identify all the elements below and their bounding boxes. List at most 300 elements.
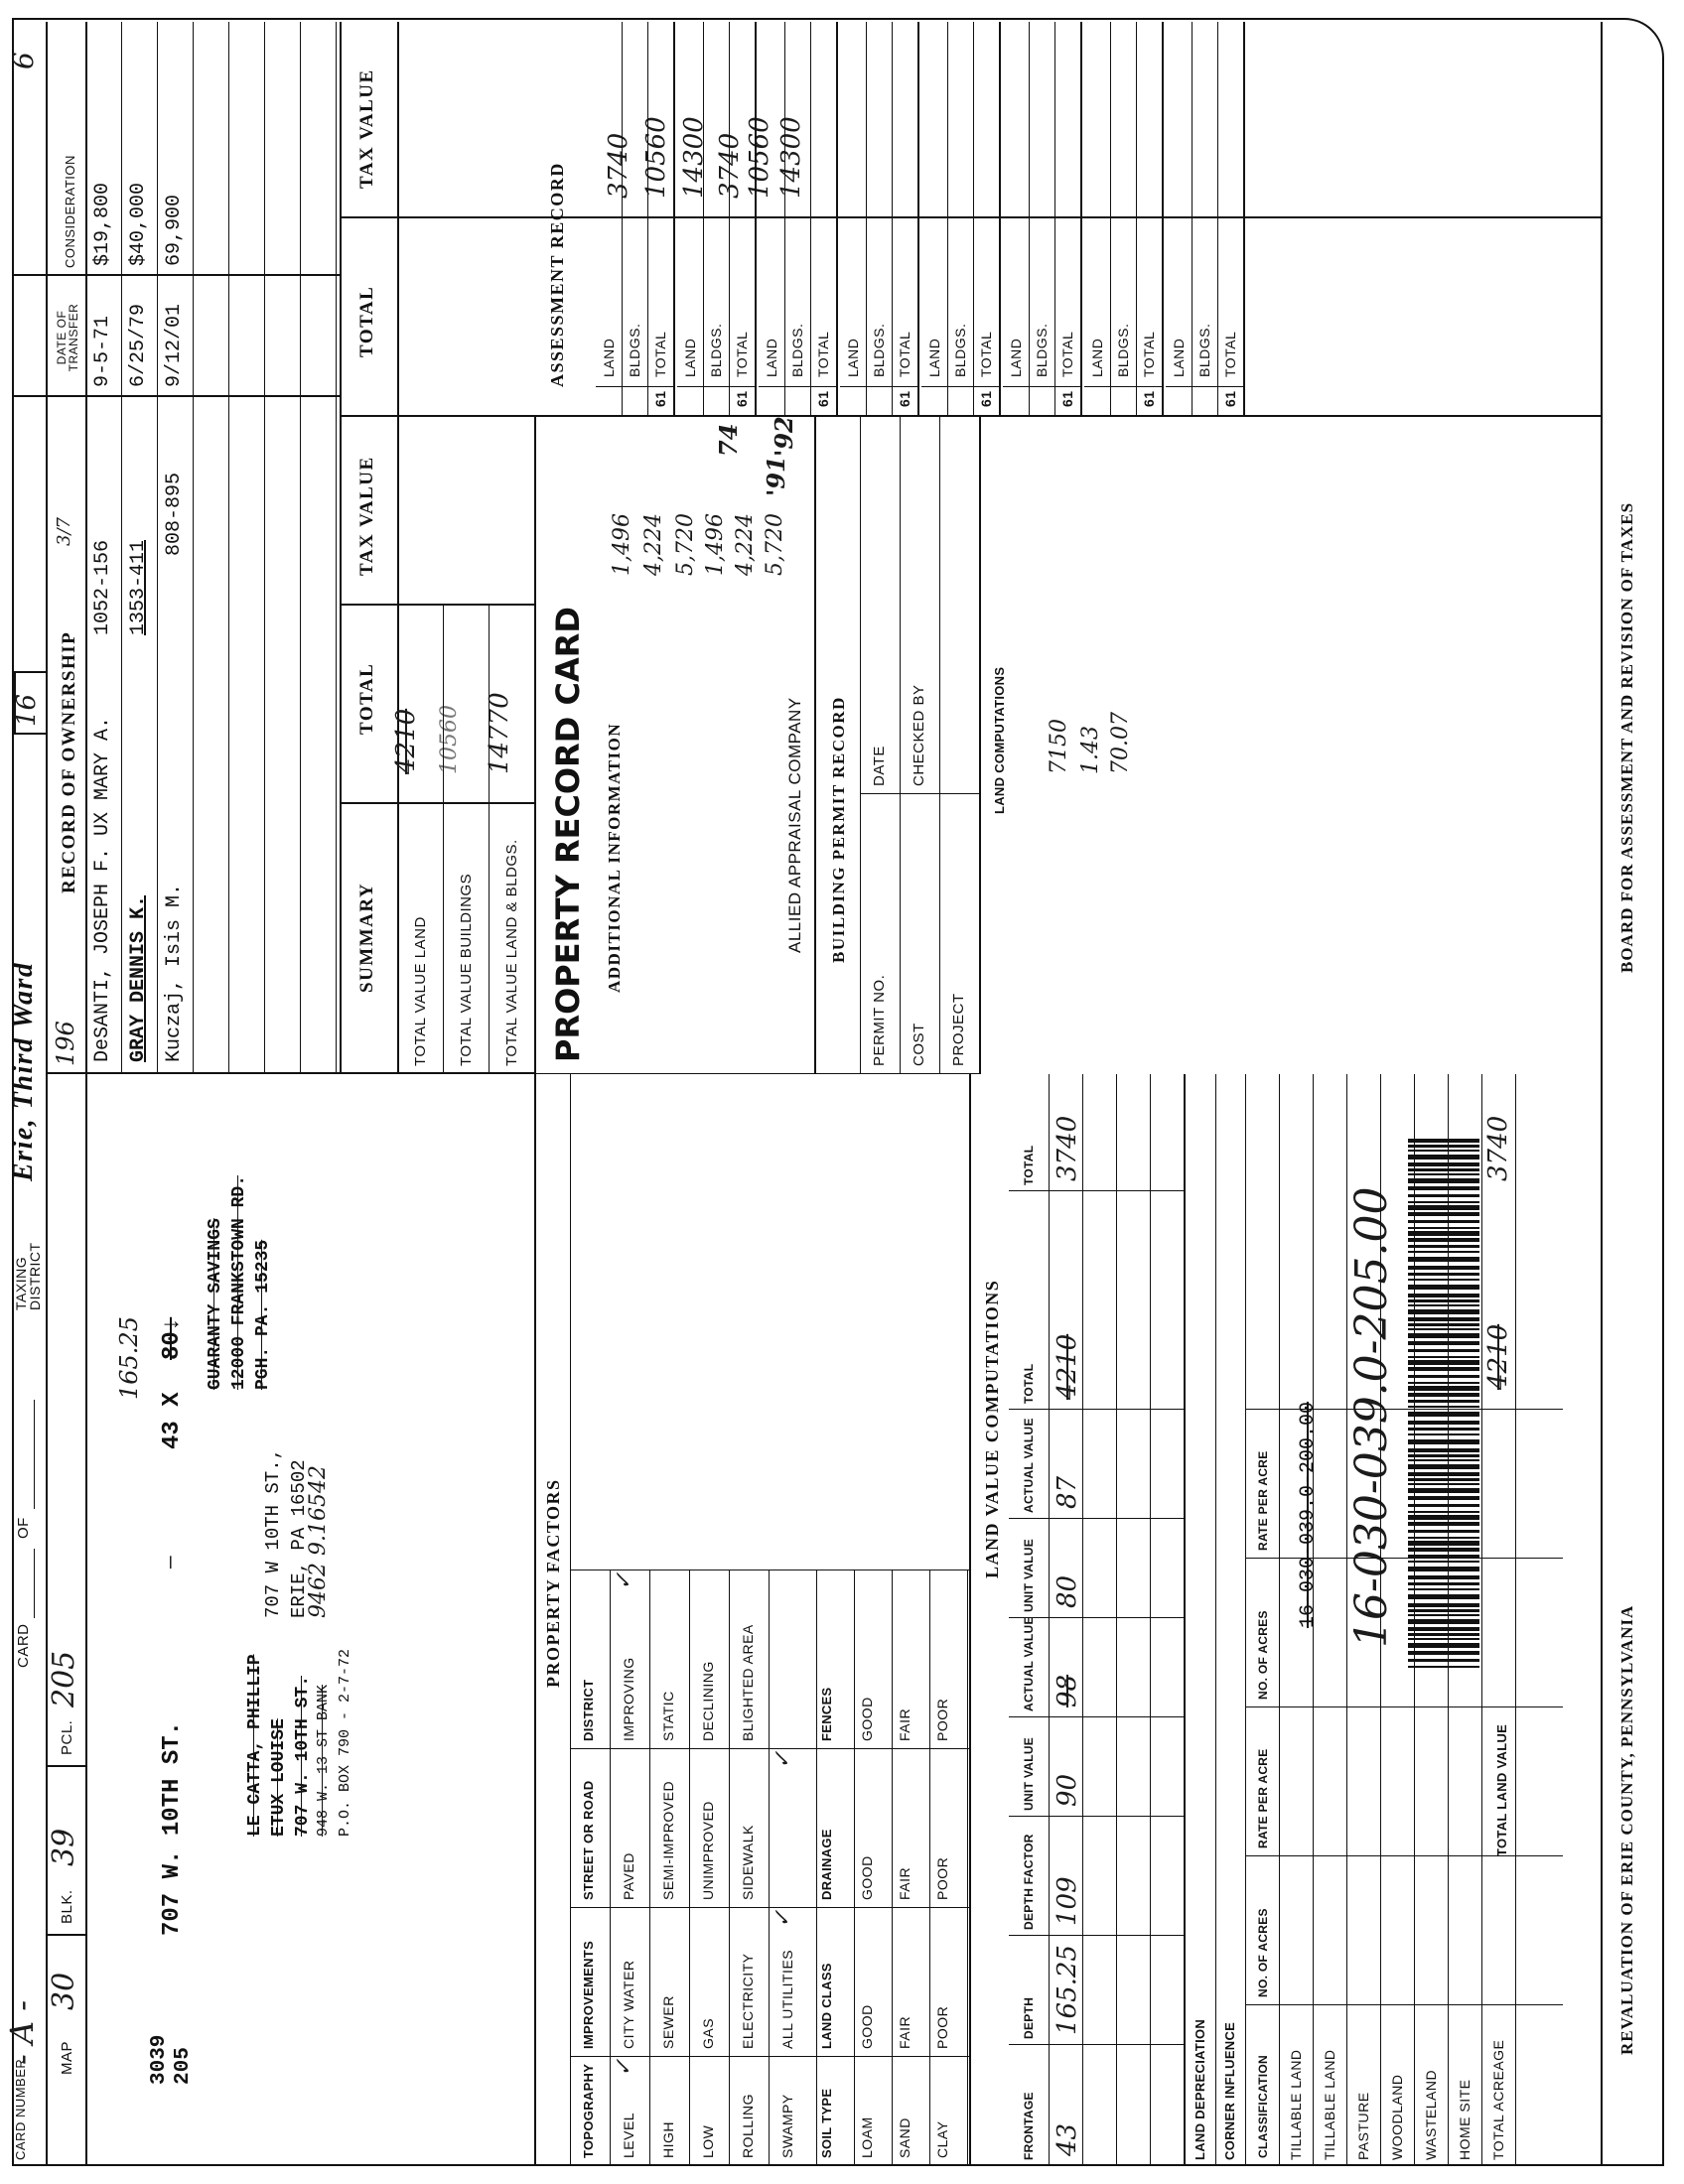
assessment-row-label: BLDGS.: [708, 323, 724, 377]
check-sidewalk: ✓: [771, 1750, 795, 1769]
factors-sub-label: SOIL TYPE: [819, 2088, 834, 2158]
ownership-cons-col: [12, 274, 340, 276]
parcel-barcode: [1408, 1132, 1479, 1668]
assessment-block-line: [1243, 22, 1245, 417]
barcode-bar: [1408, 1638, 1479, 1640]
assessment-row-label: TOTAL: [1059, 331, 1075, 377]
factor-sub-item: CLAY: [934, 2120, 950, 2158]
ownership-row-line: [264, 22, 265, 1074]
deed-book: 1353-411: [127, 539, 150, 635]
factors-col-line: [570, 2056, 969, 2057]
barcode-bar: [1408, 1588, 1479, 1590]
appraisal-company: ALLIED APPRAISAL COMPANY: [785, 697, 804, 953]
landvalue-col-label: DEPTH FACTOR: [1022, 1834, 1036, 1930]
barcode-bar: [1408, 1464, 1479, 1469]
factors-row-line: [929, 1570, 930, 2166]
tax-hand-3: 5,720: [673, 513, 698, 576]
assessment-row-label: BLDGS.: [627, 323, 642, 377]
barcode-bar: [1408, 1341, 1479, 1345]
barcode-bar: [1408, 1178, 1479, 1183]
land-depreciation-line: [1184, 1074, 1186, 2166]
landvalue-cell: 98: [1052, 1674, 1082, 1707]
barcode-bar: [1408, 1483, 1479, 1485]
ownership-year-prefix: 196: [52, 1021, 79, 1066]
assessment-block-line: [917, 22, 919, 417]
assessment-block-line: [836, 22, 838, 417]
acre-row-line: [1313, 1074, 1314, 2166]
barcode-bar: [1408, 1360, 1479, 1365]
assessment-row-label: LAND: [1008, 338, 1024, 377]
owner-name: DeSANTI, JOSEPH F. UX MARY A.: [91, 716, 114, 1062]
barcode-bar: [1408, 1478, 1479, 1481]
factors-row-line: [689, 1570, 690, 2166]
assessment-row-line: [892, 22, 893, 417]
barcode-bar: [1408, 1386, 1479, 1391]
permit-line1: [860, 417, 861, 1074]
permit-no-label: PERMIT NO.: [871, 974, 888, 1066]
assessment-row-line: [1029, 22, 1030, 417]
lot-dimension-struck: 80↓: [159, 1316, 186, 1360]
barcode-bar: [1408, 1619, 1479, 1624]
assess-hand-3: 14300: [679, 116, 709, 199]
barcode-bar: [1408, 1356, 1479, 1358]
landvalue-row-line: [1116, 1074, 1117, 2166]
barcode-bar: [1408, 1367, 1479, 1371]
total-land-hand-1: 4210: [1483, 1323, 1513, 1390]
acre-class: WOODLAND: [1389, 2074, 1405, 2160]
assessment-row-line: [729, 22, 730, 417]
landvalue-col-label: DEPTH: [1022, 1996, 1036, 2039]
barcode-bar: [1408, 1393, 1479, 1397]
summary-header-line: [397, 22, 399, 1074]
tax-hand-5: 4,224: [733, 513, 758, 576]
barcode-bar: [1408, 1273, 1479, 1276]
code-line1: 3039: [148, 2034, 171, 2085]
acre-header-top: [1245, 1074, 1246, 2166]
consideration-label: CONSIDERATION: [63, 155, 77, 268]
corner-influence-label: CORNER INFLUENCE: [1222, 2021, 1237, 2160]
factors-col-label: IMPROVEMENTS: [581, 1940, 596, 2049]
factor-item: GAS: [700, 2017, 716, 2049]
date-of-transfer-label: DATE OF TRANSFER: [55, 303, 80, 372]
barcode-bar: [1408, 1323, 1479, 1326]
additional-info-label: ADDITIONAL INFORMATION: [605, 722, 624, 993]
landvalue-cell: 4210: [1052, 1333, 1082, 1400]
landvalue-title: LAND VALUE COMPUTATIONS: [982, 1279, 1002, 1578]
summary-land-hand: 4210: [391, 708, 421, 774]
ownership-top: [85, 22, 87, 1074]
assess-hand-2: 10560: [641, 116, 671, 199]
barcode-bar: [1408, 1575, 1479, 1579]
barcode-bar: [1408, 1439, 1479, 1444]
assessment-total-label: TOTAL: [356, 285, 377, 357]
assessment-year-code: 61: [978, 390, 994, 407]
assessment-label-col: [1166, 386, 1243, 387]
card-number-value: - A -: [3, 1999, 41, 2065]
barcode-bar: [1408, 1496, 1479, 1500]
acre-row-line: [1380, 1074, 1381, 2166]
assessment-row-label: BLDGS.: [1034, 323, 1050, 377]
factor-item: SEMI-IMPROVED: [660, 1780, 676, 1900]
acre-col-label: NO. OF ACRES: [1256, 1610, 1270, 1700]
corner-line: [1215, 1074, 1216, 2166]
lot-dimension-hand: 165.25: [115, 1316, 143, 1400]
barcode-bar: [1408, 1659, 1479, 1662]
assessment-row-line: [784, 22, 785, 417]
tax-hand-1: 1,496: [610, 513, 634, 576]
acre-row-line: [1448, 1074, 1449, 2166]
summary-total-hand: 14770: [485, 692, 514, 774]
barcode-bar: [1408, 1194, 1479, 1197]
factor-sub-item: POOR: [934, 1698, 950, 1741]
transfer-date: 9-5-71: [91, 315, 114, 387]
summary-row-label: TOTAL VALUE LAND & BLDGS.: [503, 839, 520, 1066]
assessment-row-line: [810, 22, 811, 417]
barcode-bar: [1408, 1515, 1479, 1520]
factor-item: CITY WATER: [621, 1960, 636, 2049]
summary-tax-col: [340, 604, 534, 606]
factors-col-line: [570, 1907, 969, 1908]
map-sep: [46, 1934, 85, 1936]
map-value: 30: [47, 1972, 81, 2010]
bank-struck-2: 12000 FRANKSTOWN RD.: [229, 1174, 249, 1390]
blk-sep: [46, 1765, 85, 1767]
factor-item: LEVEL: [621, 2112, 636, 2158]
acre-col-label: RATE PER ACRE: [1256, 1450, 1270, 1551]
landvalue-header-line: [1049, 1074, 1050, 2166]
barcode-bar: [1408, 1627, 1479, 1631]
side-mark-74: 74: [714, 423, 743, 457]
barcode-bar: [1408, 1266, 1479, 1270]
assessment-label-col: [596, 386, 673, 387]
barcode-bar: [1408, 1541, 1479, 1546]
factors-sub-label: LAND CLASS: [819, 1963, 834, 2049]
ownership-header-hand: 3/7: [54, 517, 74, 546]
assessment-row-line: [1054, 22, 1055, 417]
property-record-title: PROPERTY RECORD CARD: [549, 607, 587, 1062]
pcl-value: 205: [47, 1650, 81, 1707]
barcode-bar: [1408, 1279, 1479, 1281]
barcode-bar: [1408, 1454, 1479, 1457]
ownership-row-line: [121, 22, 122, 1074]
assessment-row-line: [947, 22, 948, 417]
comp-hand-1: 7150: [1047, 719, 1071, 774]
mail-address-2: ERIE, PA 16502: [288, 1459, 310, 1618]
landvalue-col-line: [1009, 1935, 1184, 1936]
barcode-bar: [1408, 1504, 1479, 1507]
parcel-block-right: [46, 1072, 534, 1074]
consideration-value: $19,800: [91, 182, 114, 266]
landvalue-top: [969, 1074, 971, 2166]
owner-struck-3: 707 W. 10TH ST.: [293, 1675, 313, 1837]
summary-row-label: TOTAL VALUE BUILDINGS: [458, 873, 475, 1066]
factor-item: ALL UTILITIES: [779, 1949, 795, 2049]
factor-sub-item: LOAM: [859, 2116, 875, 2158]
land-depreciation-label: LAND DEPRECIATION: [1193, 2018, 1207, 2160]
barcode-bar: [1408, 1304, 1479, 1306]
side-mark-92: '92: [770, 416, 798, 457]
transfer-date: 9/12/01: [163, 303, 186, 387]
landvalue-col-label: ACTUAL VALUE: [1022, 1616, 1036, 1711]
assessment-row-label: BLDGS.: [952, 323, 968, 377]
barcode-bar: [1408, 1251, 1479, 1253]
landvalue-col-label: TOTAL: [1022, 1363, 1036, 1404]
assessment-year-code: 61: [897, 390, 912, 407]
summary-tax-label: TAX VALUE: [356, 456, 377, 576]
barcode-bar: [1408, 1511, 1479, 1513]
of-underline: [34, 1400, 35, 1509]
landvalue-col-line: [1009, 1716, 1184, 1717]
total-land-hand-2: 3740: [1483, 1115, 1513, 1181]
assessment-block-line: [999, 22, 1001, 417]
assessment-row-label: LAND: [601, 338, 617, 377]
blk-value: 39: [47, 1828, 81, 1866]
barcode-bar: [1408, 1614, 1479, 1616]
factor-item: ROLLING: [740, 2094, 756, 2158]
assessment-row-label: LAND: [926, 338, 942, 377]
barcode-bar: [1408, 1333, 1479, 1338]
assessment-year-code: 61: [1222, 390, 1238, 407]
page-corner-number: 6: [7, 52, 40, 69]
taxing-district-label: TAXING DISTRICT: [13, 1242, 43, 1310]
barcode-bar: [1408, 1299, 1479, 1302]
assessment-label-col: [921, 386, 999, 387]
handwritten-parcel-id: 16-030-039.0-205.00: [1346, 1186, 1397, 1648]
acre-class: PASTURE: [1355, 2092, 1371, 2160]
barcode-bar: [1408, 1567, 1479, 1571]
barcode-bar: [1408, 1548, 1479, 1552]
barcode-bar: [1408, 1212, 1479, 1216]
assessment-row-label: LAND: [764, 338, 779, 377]
landvalue-row-line: [1082, 1074, 1083, 2166]
barcode-bar: [1408, 1173, 1479, 1175]
assessment-row-line: [703, 22, 704, 417]
landvalue-col-line: [1009, 1409, 1184, 1410]
deed-book: 1052-156: [91, 539, 114, 635]
barcode-bar: [1408, 1317, 1479, 1321]
barcode-bar: [1408, 1472, 1479, 1476]
permit-mid: [860, 793, 979, 794]
struck-parcel-id: 16-030-039.0-200.00: [1297, 1401, 1320, 1628]
barcode-bar: [1408, 1561, 1479, 1563]
assessment-row-label: LAND: [682, 338, 698, 377]
barcode-bar: [1408, 1145, 1479, 1148]
comp-hand-3: 70.07: [1108, 712, 1133, 774]
factor-sub-item: GOOD: [859, 1855, 875, 1900]
landvalue-col-label: UNIT VALUE: [1022, 1736, 1036, 1811]
total-land-value-label: TOTAL LAND VALUE: [1494, 1723, 1509, 1856]
barcode-bar: [1408, 1139, 1479, 1143]
assessment-total-col: [340, 216, 1601, 218]
assessment-label-col: [677, 386, 755, 387]
factor-sub-item: FAIR: [897, 1707, 912, 1741]
factors-row-line: [610, 1570, 611, 2166]
summary-row-line: [489, 606, 490, 1074]
summary-bldgs-hand: 10560: [437, 705, 462, 774]
assessment-row-line: [1110, 22, 1111, 417]
card-frame: [7, 18, 1664, 2166]
assessment-row-label: BLDGS.: [789, 323, 805, 377]
owner-overwritten-1: 948 W. 13 ST BANK: [315, 1684, 332, 1837]
bank-struck-3: PGH. PA. 15235: [253, 1239, 273, 1390]
barcode-bar: [1408, 1651, 1479, 1655]
assess-hand-4: 3740: [715, 132, 745, 199]
pcl-label: PCL.: [59, 1719, 75, 1755]
barcode-bar: [1408, 1309, 1479, 1314]
assessment-label-col: [840, 386, 917, 387]
owner-name: GRAY DENNIS K.: [127, 894, 150, 1062]
acre-header-line: [1279, 1074, 1280, 2166]
barcode-bar: [1408, 1522, 1479, 1526]
landvalue-cell: 80: [1052, 1574, 1082, 1608]
comp-hand-2: 1.43: [1078, 726, 1103, 774]
factors-col-label: DISTRICT: [581, 1679, 596, 1741]
barcode-bar: [1408, 1428, 1479, 1431]
assessment-row-line: [973, 22, 974, 417]
assessment-row-label: TOTAL: [652, 331, 668, 377]
barcode-bar: [1408, 1582, 1479, 1585]
factor-item: SWAMPY: [779, 2094, 795, 2158]
barcode-bar: [1408, 1666, 1479, 1668]
factor-sub-item: POOR: [934, 2005, 950, 2049]
acre-col-label: RATE PER ACRE: [1256, 1748, 1270, 1848]
factor-item: DECLINING: [700, 1661, 716, 1741]
barcode-bar: [1408, 1238, 1479, 1242]
barcode-bar: [1408, 1375, 1479, 1378]
tax-hand-2: 4,224: [641, 513, 666, 576]
assessment-block-line: [755, 22, 757, 417]
assessment-label-col: [759, 386, 836, 387]
assess-hand-5: 10560: [745, 116, 774, 199]
acre-col-label: NO. OF ACRES: [1256, 1908, 1270, 1997]
ownership-row-line: [228, 22, 229, 1074]
lot-dimension: 43 X: [159, 1392, 186, 1449]
ownership-date-col: [12, 395, 340, 397]
barcode-bar: [1408, 1488, 1479, 1493]
factor-item: HIGH: [660, 2121, 676, 2158]
acre-class: WASTELAND: [1423, 2069, 1439, 2160]
barcode-bar: [1408, 1285, 1479, 1290]
tax-hand-6: 5,720: [763, 513, 787, 576]
landvalue-cell: 43: [1052, 2122, 1082, 2156]
barcode-bar: [1408, 1257, 1479, 1262]
factors-row-line: [816, 1570, 817, 2166]
acre-row-line: [1414, 1074, 1415, 2166]
landvalue-col-line: [1009, 1518, 1184, 1519]
barcode-bar: [1408, 1530, 1479, 1533]
landvalue-cell: 3740: [1052, 1115, 1082, 1181]
factors-title: PROPERTY FACTORS: [543, 1478, 563, 1688]
landvalue-cell: 87: [1052, 1475, 1082, 1509]
barcode-bar: [1408, 1205, 1479, 1210]
assessment-title: ASSESSMENT RECORD: [547, 162, 567, 387]
landvalue-col-line: [1009, 2044, 1184, 2045]
barcode-bar: [1408, 1150, 1479, 1152]
landvalue-cell: 90: [1052, 1773, 1082, 1807]
barcode-bar: [1408, 1633, 1479, 1636]
factor-item: BLIGHTED AREA: [740, 1624, 756, 1741]
assessment-row-label: TOTAL: [1141, 331, 1157, 377]
permit-project-label: PROJECT: [950, 993, 967, 1066]
factors-col-label: TOPOGRAPHY: [581, 2063, 596, 2158]
side-mark-91: '91: [762, 456, 790, 496]
footer-left: REVALUATION OF ERIE COUNTY, PENNSYLVANIA: [1617, 1604, 1636, 2055]
taxing-district-value: Erie, Third Ward: [8, 961, 39, 1181]
assessment-block-line: [1162, 22, 1164, 417]
assessment-label-col: [1003, 386, 1080, 387]
barcode-bar: [1408, 1155, 1479, 1160]
of-label: OF: [15, 1517, 32, 1539]
barcode-bar: [1408, 1186, 1479, 1190]
footer-line: [1601, 22, 1603, 2166]
permit-checked-label: CHECKED BY: [911, 684, 927, 786]
assessment-row-line: [622, 22, 623, 417]
assessment-row-label: TOTAL: [978, 331, 994, 377]
tax-hand-4: 1,496: [703, 513, 728, 576]
permit-line3: [939, 417, 940, 1074]
assessment-row-label: TOTAL: [734, 331, 750, 377]
summary-row-line: [534, 606, 535, 1074]
factor-sub-item: POOR: [934, 1856, 950, 1900]
consideration-value: 69,900: [163, 194, 186, 266]
assessment-year-code: 61: [1141, 390, 1157, 407]
assessment-row-line: [647, 22, 648, 417]
computations-top: [979, 417, 981, 1074]
barcode-bar: [1408, 1459, 1479, 1461]
barcode-bar: [1408, 1349, 1479, 1352]
assessment-col: [340, 415, 1601, 417]
barcode-bar: [1408, 1406, 1479, 1408]
ownership-row-line: [300, 22, 301, 1074]
landvalue-col-label: UNIT VALUE: [1022, 1538, 1036, 1612]
ownership-row-line: [157, 22, 158, 1074]
mail-hand: 9462 9.16542: [306, 1465, 331, 1618]
factors-header-line: [570, 1074, 571, 2166]
owner-struck-1: LE CATTA, PHILLIP: [245, 1654, 265, 1837]
assessment-row-line: [866, 22, 867, 417]
barcode-bar: [1408, 1448, 1479, 1452]
assessment-block-line: [1080, 22, 1082, 417]
check-level: ✓: [612, 2058, 636, 2077]
owner-struck-2: ETUX LOUISE: [269, 1718, 289, 1837]
factor-item: LOW: [700, 2124, 716, 2158]
landvalue-cell: 109: [1052, 1876, 1082, 1926]
landvalue-col-label: TOTAL: [1022, 1145, 1036, 1185]
acre-col-label: CLASSIFICATION: [1256, 2055, 1270, 2158]
barcode-bar: [1408, 1294, 1479, 1297]
factors-row-line: [769, 1570, 770, 2166]
barcode-bar: [1408, 1382, 1479, 1384]
factor-item: SEWER: [660, 1995, 676, 2049]
ownership-row-line: [193, 22, 194, 1074]
corner-box-value: 16: [12, 693, 42, 727]
factor-sub-item: GOOD: [859, 1697, 875, 1741]
barcode-bar: [1408, 1227, 1479, 1229]
card-label: CARD: [15, 1623, 32, 1668]
assessment-row-label: TOTAL: [897, 331, 912, 377]
assessment-row-label: LAND: [845, 338, 861, 377]
factors-row-line: [892, 1570, 893, 2166]
factor-item: IMPROVING: [621, 1657, 636, 1741]
assessment-label-col: [1084, 386, 1162, 387]
card-underline: [34, 1549, 35, 1618]
factors-info-edge: [534, 1073, 979, 1074]
acre-row-line: [1481, 1074, 1482, 2166]
parcel-dash: —: [160, 1556, 183, 1569]
factor-item: UNIMPROVED: [700, 1801, 716, 1900]
assess-hand-6: 14300: [776, 116, 806, 199]
landvalue-col-label: ACTUAL VALUE: [1022, 1418, 1036, 1513]
